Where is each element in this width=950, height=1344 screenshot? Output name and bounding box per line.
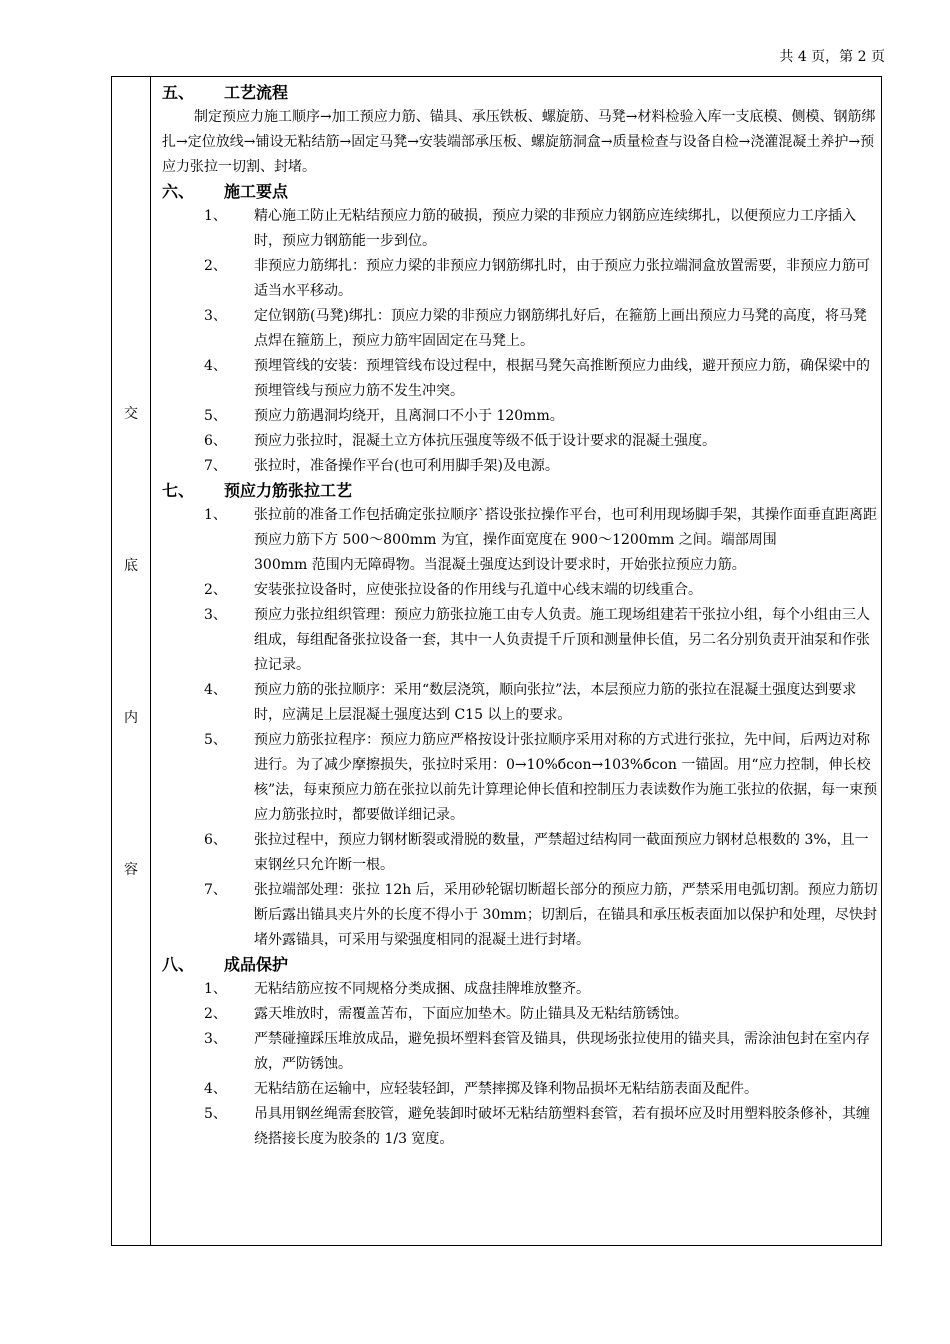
item-text: 预应力张拉组织管理：预应力筋张拉施工由专人负责。施工现场组建若干张拉小组，每个小组由三人组成，每组配备张拉设备一套，其中一人负责提千斤顶和测量伸长值，另二名分别负责开油泵和作张拉记录。 (254, 607, 870, 673)
section-number: 八、 (162, 955, 195, 974)
list-item (162, 1077, 878, 1102)
item-text: 预应力张拉时，混凝土立方体抗压强度等级不低于设计要求的混凝土强度。 (254, 433, 716, 449)
item-number: 4、 (204, 682, 227, 698)
list-item (162, 1027, 878, 1077)
item-text: 严禁碰撞踩压堆放成品，避免损坏塑料套管及锚具，供现场张拉使用的锚夹具，需涂油包封在室内存放，严防锈蚀。 (254, 1031, 870, 1072)
list-item (162, 503, 878, 553)
item-number: 1、 (204, 208, 227, 224)
item-number: 7、 (204, 882, 227, 898)
item-number: 6、 (204, 832, 227, 848)
item-number: 7、 (204, 458, 227, 474)
section-heading (162, 81, 878, 105)
item-text: 预应力筋张拉程序：预应力筋应严格按设计张拉顺序采用对称的方式进行张拉，先中间，后两边对称进行。为了减少摩擦损失，张拉时采用：0→10%бcon→103%бcon 一锚固。用“应力控制，伸长校核”法，每束预应力筋在张拉以前先计算理论伸长值和控制压力表读数作为施工张拉的依据，每一束预应力筋张拉时，都要做详细记录。 (254, 732, 878, 823)
item-text: 张拉端部处理：张拉 12h 后，采用砂轮锯切断超长部分的预应力筋，严禁采用电弧切割。预应力筋切断后露出锚具夹片外的长度不得小于 30mm；切割后，在锚具和承压板表面加以保护和处理，尽快封堵外露锚具，可采用与梁强度相同的混凝土进行封堵。 (254, 882, 878, 948)
item-text: 吊具用钢丝绳需套胶管，避免装卸时破坏无粘结筋塑料套管，若有损坏应及时用塑料胶条修补，其缠绕搭接长度为胶条的 1/3 宽度。 (254, 1106, 870, 1147)
item-text: 预埋管线的安装：预埋管线布设过程中，根据马凳矢高推断预应力曲线，避开预应力筋，确保梁中的预埋管线与预应力筋不发生冲突。 (254, 358, 870, 399)
item-text: 无粘结筋应按不同规格分类成捆、成盘挂牌堆放整齐。 (254, 981, 590, 997)
section-heading (162, 180, 878, 204)
section-number: 六、 (162, 182, 195, 201)
list-item-continuation (162, 553, 878, 578)
list-item (162, 878, 878, 953)
item-text: 安装张拉设备时，应使张拉设备的作用线与孔道中心线末端的切线重合。 (254, 582, 702, 598)
section-number: 七、 (162, 481, 195, 500)
section-heading (162, 953, 878, 977)
item-text: 露天堆放时，需覆盖苫布，下面应加垫木。防止锚具及无粘结筋锈蚀。 (254, 1006, 688, 1022)
list-item (162, 728, 878, 828)
list-item (162, 454, 878, 479)
list-item (162, 204, 878, 254)
item-number: 4、 (204, 358, 227, 374)
list-item (162, 678, 878, 728)
list-item (162, 828, 878, 878)
item-number: 1、 (204, 507, 227, 523)
item-number: 5、 (204, 1106, 227, 1122)
list-item (162, 304, 878, 354)
page-number: 共 4 页，第 2 页 (779, 49, 885, 65)
list-item (162, 354, 878, 404)
item-number: 2、 (204, 582, 227, 598)
section-title: 成品保护 (224, 955, 289, 974)
item-text: 精心施工防止无粘结预应力筋的破损，预应力梁的非预应力钢筋应连续绑扎，以便预应力工序插入时，预应力钢筋能一步到位。 (254, 208, 856, 249)
side-label-column (112, 77, 151, 1245)
list-item (162, 578, 878, 603)
item-number: 3、 (204, 1031, 227, 1047)
item-text: 预应力筋的张拉顺序：采用“数层浇筑，顺向张拉”法，本层预应力筋的张拉在混凝土强度达到要求时，应满足上层混凝土强度达到 C15 以上的要求。 (254, 682, 857, 723)
item-number: 5、 (204, 732, 227, 748)
section-heading (162, 479, 878, 503)
item-text: 非预应力筋绑扎：预应力梁的非预应力钢筋绑扎时，由于预应力张拉端洞盒放置需要，非预应力筋可适当水平移动。 (254, 258, 870, 299)
list-item (162, 977, 878, 1002)
list-item (162, 1102, 878, 1152)
item-number: 3、 (204, 308, 227, 324)
disclosure-table (111, 76, 882, 1246)
item-number: 2、 (204, 258, 227, 274)
section-number: 五、 (162, 83, 195, 102)
item-number: 4、 (204, 1081, 227, 1097)
side-label-char: 底 (124, 558, 138, 574)
item-text: 300mm 范围内无障碍物。当混凝土强度达到设计要求时，开始张拉预应力筋。 (254, 557, 746, 573)
side-label-char: 容 (124, 862, 138, 878)
section-title: 预应力筋张拉工艺 (224, 481, 353, 500)
item-text: 张拉前的准备工作包括确定张拉顺序`搭设张拉操作平台，也可利用现场脚手架，其操作面垂直距离距预应力筋下方 500～800mm 为宜，操作面宽度在 900～1200mm 之间。端部周围 (254, 507, 877, 548)
side-label-char: 内 (124, 710, 138, 726)
item-number: 6、 (204, 433, 227, 449)
item-number: 1、 (204, 981, 227, 997)
item-number: 2、 (204, 1006, 227, 1022)
item-text: 张拉过程中，预应力钢材断裂或滑脱的数量，严禁超过结构同一截面预应力钢材总根数的 3%，且一束钢丝只允许断一根。 (254, 832, 869, 873)
content-area (162, 81, 878, 1152)
list-item (162, 404, 878, 429)
item-text: 定位钢筋(马凳)绑扎：顶应力梁的非预应力钢筋绑扎好后，在箍筋上画出预应力马凳的高度，将马凳点焊在箍筋上，预应力筋牢固固定在马凳上。 (254, 308, 867, 349)
section-title: 施工要点 (224, 182, 289, 201)
item-text: 张拉时，准备操作平台(也可利用脚手架)及电源。 (254, 458, 559, 474)
list-item (162, 254, 878, 304)
list-item (162, 1002, 878, 1027)
side-label-char: 交 (124, 406, 138, 422)
list-item (162, 603, 878, 678)
item-text: 预应力筋遇洞均绕开，且离洞口不小于 120mm。 (254, 408, 564, 424)
item-text: 无粘结筋在运输中，应轻装轻卸，严禁摔掷及锋利物品损坏无粘结筋表面及配件。 (254, 1081, 758, 1097)
item-number: 5、 (204, 408, 227, 424)
section-title: 工艺流程 (224, 83, 289, 102)
item-number: 3、 (204, 607, 227, 623)
process-flow-paragraph: 制定预应力施工顺序→加工预应力筋、锚具、承压铁板、螺旋筋、马凳→材料检验入库一支底模、侧模、钢筋绑扎→定位放线→铺设无粘结筋→固定马凳→安装端部承压板、螺旋筋洞盒→质量检查与设备自检→浇灌混凝土养护→预应力张拉一切割、封堵。 (162, 109, 876, 175)
list-item (162, 429, 878, 454)
